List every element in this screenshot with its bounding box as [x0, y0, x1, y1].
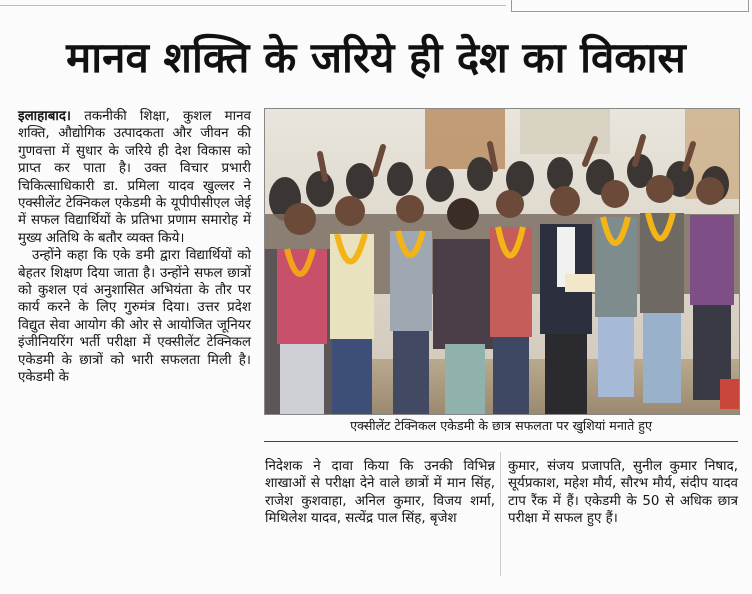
column-divider [500, 452, 501, 576]
caption-rule [264, 441, 738, 442]
paragraph-2: उन्होंने कहा कि एके डमी द्वारा विद्यार्थियों को बेहतर शिक्षण दिया जाता है। उन्होंने सफल छात्रों को कुशल एवं अनुशासित अभियंता के तौर पर कार्य करने के लिए गुरुमंत्र दिया। उत्तर प्रदेश विद्युत सेवा आयोग की ओर से आयोजित जूनियर इंजीनियरिंग भर्ती परीक्षा में एक्सीलेंट टेक्निकल एकेडमी के छात्रों को भारी सफलता मिली है। एकेडमी के [18, 248, 251, 386]
photo-caption: एक्सीलेंट टेक्निकल एकेडमी के छात्र सफलता पर खुशियां मनाते हुए [350, 418, 652, 433]
headline: मानव शक्ति के जरिये ही देश का विकास [66, 33, 686, 82]
article-column-3: कुमार, संजय प्रजापति, सुनील कुमार निषाद, सूर्यप्रकाश, महेश मौर्य, सौरभ मौर्य, संदीप यादव टाप रैंक में हैं। एकेडमी के 50 से अधिक छात्र परीक्षा में सफल हुए हैं। [508, 459, 738, 527]
paragraph-1-text: तकनीकी शिक्षा, कुशल मानव शक्ति, औद्योगिक उत्पादकता और जीवन की गुणवत्ता में सुधार के जरिये ही देश विकास को प्राप्त कर पाता है। उक्त विचार प्रभारी चिकित्साधिकारी डा. प्रमिला यादव खुल्लर ने एक्सीलेंट टेक्निकल एकेडमी के यूपीपीसीएल जेई में सफल विद्यार्थियों के प्रतिभा प्रणाम समारोह में मुख्य अतिथि के बतौर व्यक्त किये। [18, 109, 251, 246]
article-column-2: निदेशक ने दावा किया कि उनकी विभिन्न शाखाओं से परीक्षा देने वाले छात्रों में मान सिंह, राजेश कुशवाहा, अनिल कुमार, विजय शर्मा, मिथिलेश यादव, सत्येंद्र पाल सिंह, बृजेश [265, 459, 495, 527]
article-column-1 [18, 108, 251, 387]
top-divider [0, 5, 506, 6]
paragraph-1 [18, 108, 251, 247]
news-photo [264, 108, 740, 415]
group-celebration-photo [265, 109, 739, 414]
page-top-rule [0, 0, 752, 14]
dateline: इलाहाबाद। [18, 109, 71, 124]
top-box-border [511, 0, 749, 12]
